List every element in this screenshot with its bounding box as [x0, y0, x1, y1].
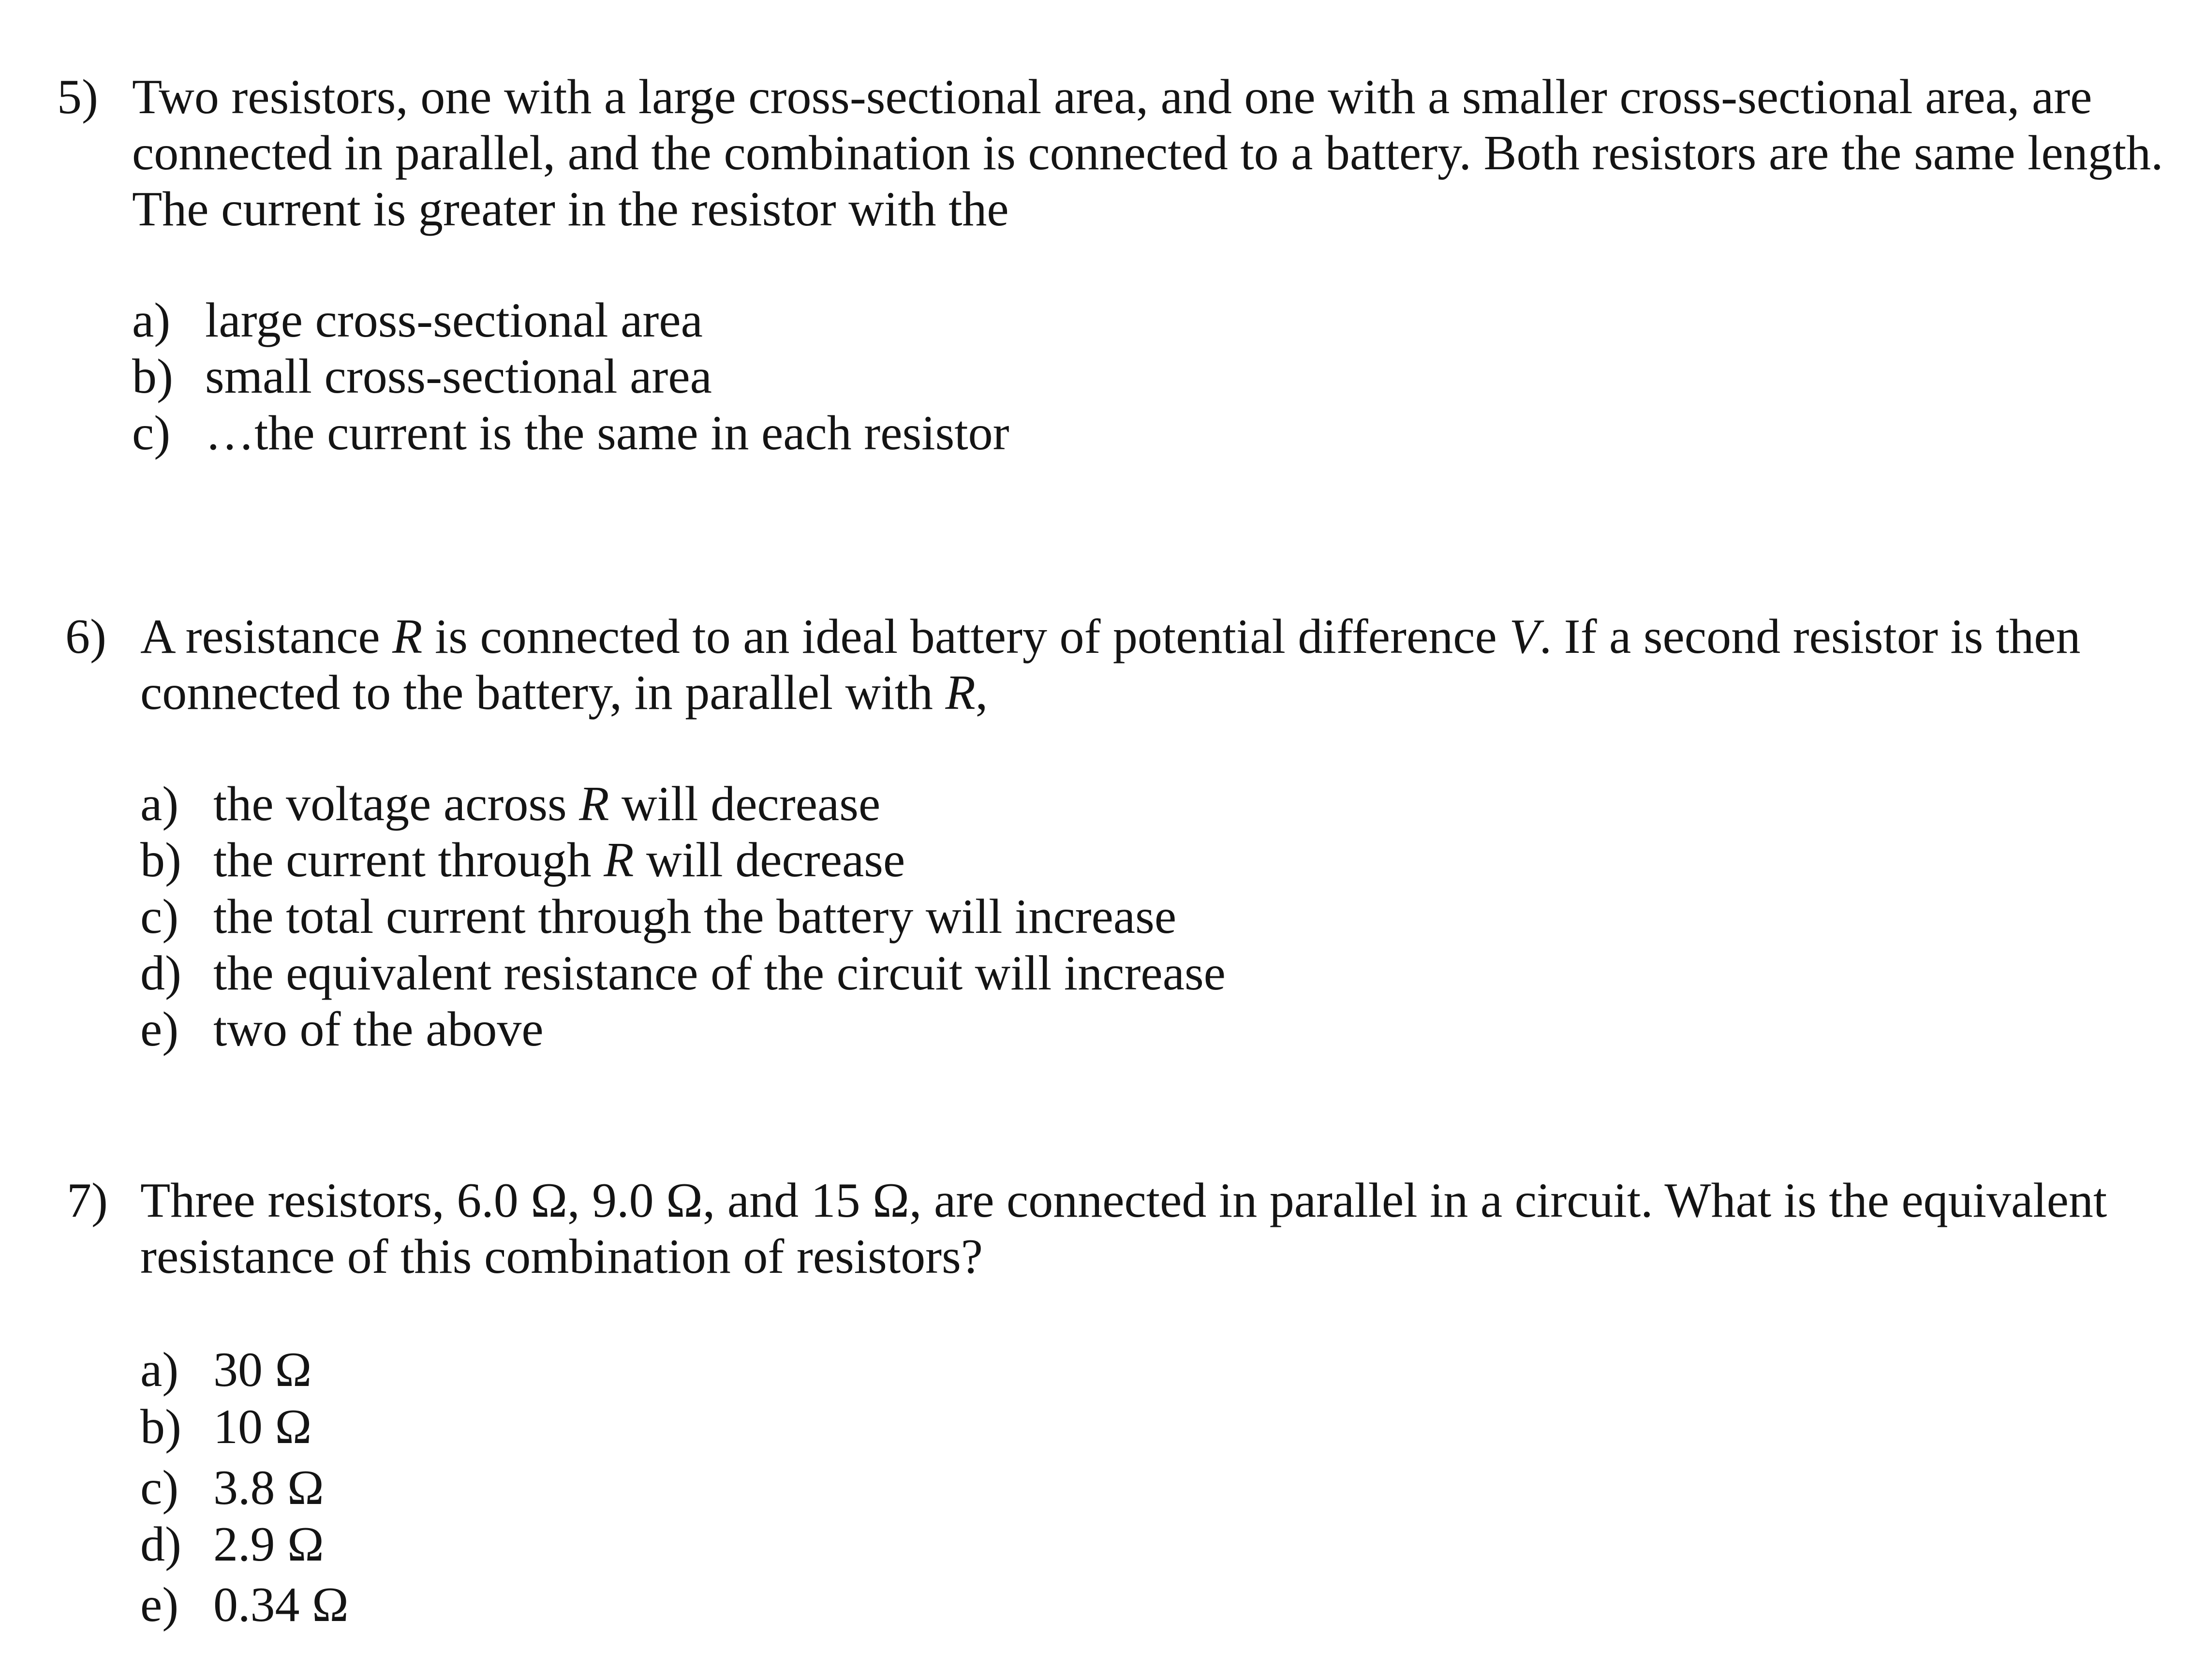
option-text: 30 Ω	[213, 1342, 312, 1397]
option-letter: b)	[140, 1400, 181, 1454]
option-letter: e)	[140, 1002, 179, 1057]
question-stem-line: connected in parallel, and the combination is connected to a battery. Both resistors are the same length.	[132, 126, 2163, 180]
option-text: …the current is the same in each resistor	[205, 406, 1009, 460]
question-stem-line: connected to the battery, in parallel with R,	[140, 665, 988, 720]
question-number: 7)	[67, 1173, 108, 1228]
option-text: 3.8 Ω	[213, 1460, 324, 1515]
option-letter: a)	[140, 777, 179, 831]
question-stem-line: Two resistors, one with a large cross-sectional area, and one with a smaller cross-sectional area, are	[132, 70, 2092, 124]
option-text: 10 Ω	[213, 1400, 312, 1454]
option-letter: d)	[140, 1517, 181, 1572]
option-letter: c)	[140, 1460, 179, 1515]
option-letter: d)	[140, 946, 181, 1001]
question-stem-line: Three resistors, 6.0 Ω, 9.0 Ω, and 15 Ω, are connected in parallel in a circuit. What is the equivalent	[140, 1173, 2107, 1228]
option-letter: b)	[132, 349, 173, 404]
option-text: the voltage across R will decrease	[213, 777, 881, 831]
option-text: 0.34 Ω	[213, 1577, 349, 1632]
option-text: the current through R will decrease	[213, 833, 905, 887]
question-number: 6)	[65, 609, 106, 664]
option-letter: a)	[140, 1342, 179, 1397]
option-letter: c)	[132, 406, 171, 460]
question-stem-line: The current is greater in the resistor with the	[132, 182, 1009, 236]
option-text: the equivalent resistance of the circuit will increase	[213, 946, 1226, 1001]
question-number: 5)	[57, 70, 98, 124]
option-letter: c)	[140, 889, 179, 944]
option-text: two of the above	[213, 1002, 544, 1057]
question-stem-line: resistance of this combination of resistors?	[140, 1229, 983, 1284]
question-stem-line: A resistance R is connected to an ideal battery of potential difference V. If a second resistor is then	[140, 609, 2081, 664]
option-letter: a)	[132, 293, 171, 348]
option-letter: e)	[140, 1577, 179, 1632]
option-text: 2.9 Ω	[213, 1517, 324, 1572]
option-text: small cross-sectional area	[205, 349, 712, 404]
option-letter: b)	[140, 833, 181, 887]
option-text: the total current through the battery will increase	[213, 889, 1177, 944]
option-text: large cross-sectional area	[205, 293, 703, 348]
